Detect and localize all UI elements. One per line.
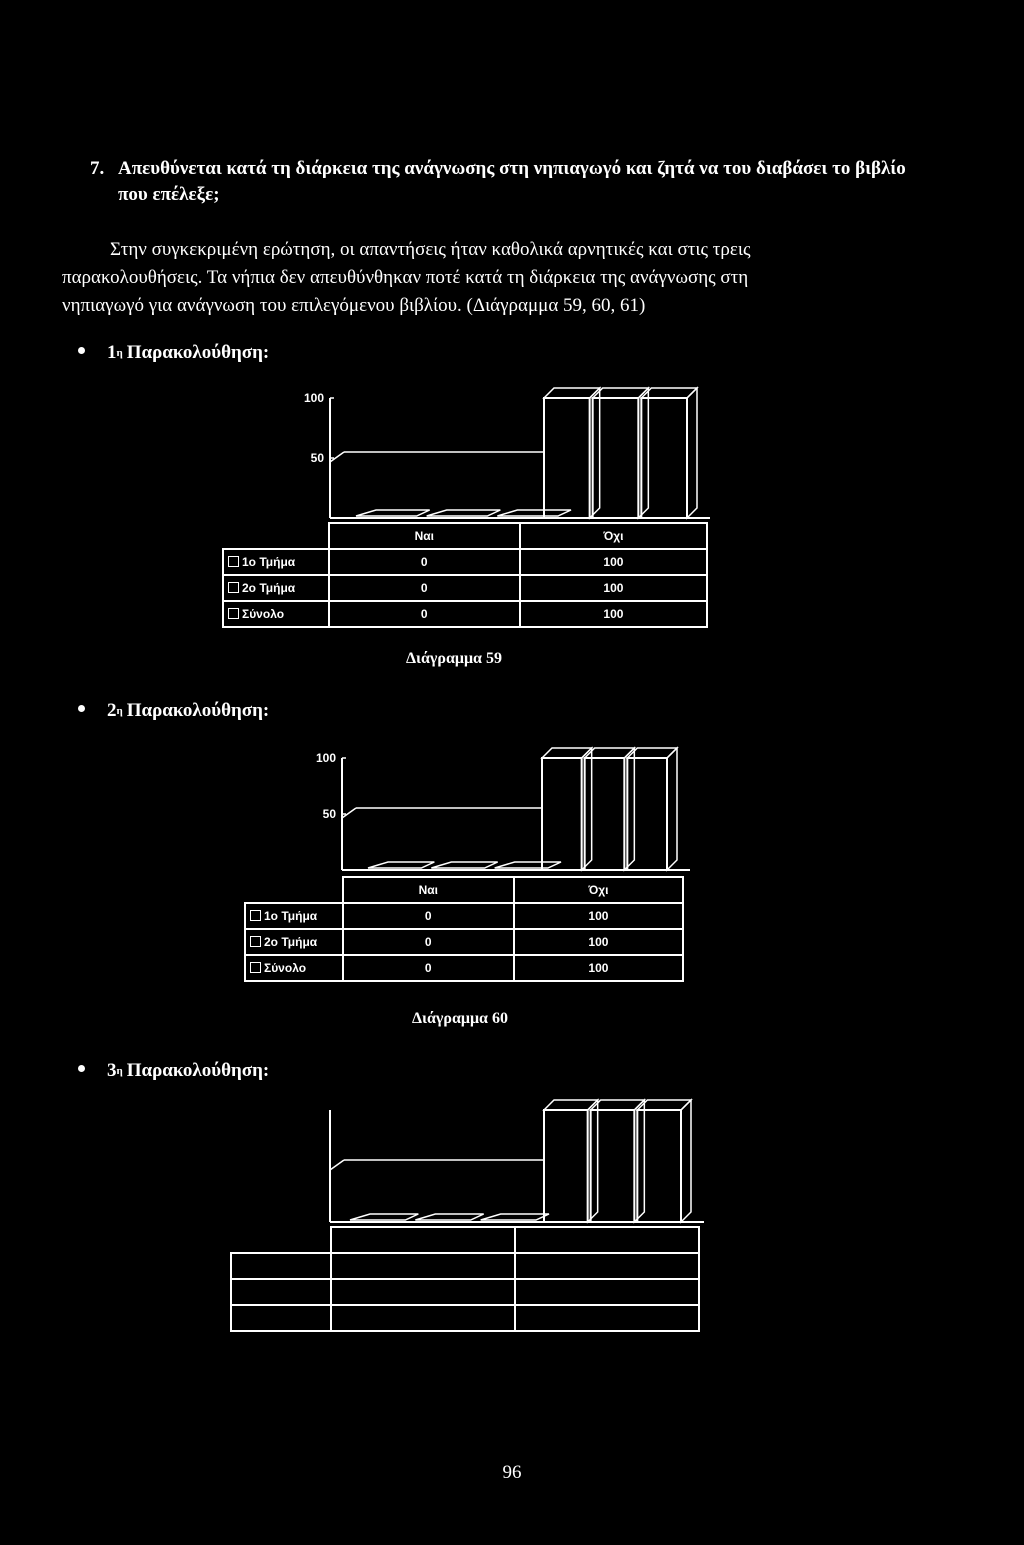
chart-60-table: [244, 876, 684, 982]
paragraph-line-1: Στην συγκεκριμένη ερώτηση, οι απαντήσεις ήταν καθολικά αρνητικές και στις τρεις: [110, 239, 751, 260]
series-label: Σύνολο: [242, 607, 285, 621]
bar: [544, 398, 590, 518]
category-label: Ναι: [343, 877, 514, 903]
data-label: 0: [329, 549, 520, 575]
bar-side-face: [588, 1100, 598, 1222]
bar: [356, 510, 430, 516]
series-label: Σύνολο: [264, 961, 307, 975]
bar-side-face: [634, 1100, 644, 1222]
legend-square-icon: [250, 962, 261, 973]
bar: [415, 1214, 483, 1220]
y-tick-label: 100: [303, 391, 324, 405]
legend-square-icon: [228, 582, 239, 593]
series-label: 2ο Τμήμα: [242, 581, 296, 595]
section-heading-1: 1 $^\eta$ Παρακολούθηση:: [78, 342, 269, 364]
chart-61-table: [230, 1226, 700, 1332]
legend-square-icon: [250, 910, 261, 921]
bar-side-face: [582, 748, 592, 870]
y-tick-label: 50: [310, 451, 324, 465]
bar: [350, 1214, 418, 1220]
bar: [544, 1110, 588, 1222]
legend-square-icon: [228, 608, 239, 619]
data-label: 100: [514, 955, 683, 981]
back-wall-edge: [330, 452, 344, 462]
bar-side-face: [624, 748, 634, 870]
chart-59-table: [222, 522, 708, 628]
question-number: 7.: [90, 158, 105, 179]
data-label: 100: [520, 575, 707, 601]
bar: [481, 1214, 549, 1220]
bar-side-face: [638, 388, 648, 518]
bar: [495, 862, 561, 868]
bar: [431, 862, 497, 868]
bar-side-face: [681, 1100, 691, 1222]
y-tick-label: 50: [322, 807, 336, 821]
bar-side-face: [667, 748, 677, 870]
section-heading-3: 3 $^\eta$ Παρακολούθηση:: [78, 1060, 269, 1082]
bar: [497, 510, 571, 516]
page-number: 96: [502, 1462, 522, 1483]
y-tick-label: 100: [315, 751, 336, 765]
question-text: Απευθύνεται κατά τη διάρκεια της ανάγνωσης στη νηπιαγωγό και ζητά να του διαβάσει το βιβλίο που επέλεξε;: [118, 158, 906, 205]
chart-60-caption: Διάγραμμα 60: [412, 1010, 508, 1027]
legend-square-icon: [250, 936, 261, 947]
data-label: 0: [343, 929, 514, 955]
data-label: 100: [514, 903, 683, 929]
data-label: 0: [329, 575, 520, 601]
data-label: 0: [343, 903, 514, 929]
bar: [542, 758, 582, 870]
back-wall-edge: [342, 808, 356, 818]
data-label: 100: [520, 601, 707, 627]
bar: [427, 510, 501, 516]
back-wall-edge: [330, 1160, 344, 1170]
bar: [368, 862, 434, 868]
legend-square-icon: [228, 556, 239, 567]
chart-59-caption: Διάγραμμα 59: [406, 650, 502, 667]
paragraph-line-2: παρακολουθήσεις. Τα νήπια δεν απευθύνθηκαν ποτέ κατά τη διάρκεια της ανάγνωσης στη: [62, 267, 749, 288]
data-label: 100: [520, 549, 707, 575]
category-label: Ναι: [329, 523, 520, 549]
bar: [585, 758, 625, 870]
paragraph-line-3: νηπιαγωγό για ανάγνωση του επιλεγόμενου βιβλίου. (Διάγραμμα 59, 60, 61): [62, 295, 646, 316]
series-label: 2ο Τμήμα: [264, 935, 318, 949]
category-label: Όχι: [514, 877, 683, 903]
data-label: 0: [343, 955, 514, 981]
data-label: 0: [329, 601, 520, 627]
bar: [627, 758, 667, 870]
series-label: 1ο Τμήμα: [264, 909, 318, 923]
series-label: 1ο Τμήμα: [242, 555, 296, 569]
bar-side-face: [590, 388, 600, 518]
section-heading-2: 2 $^\eta$ Παρακολούθηση:: [78, 700, 269, 722]
category-label: Όχι: [520, 523, 707, 549]
data-label: 100: [514, 929, 683, 955]
bar-side-face: [687, 388, 697, 518]
